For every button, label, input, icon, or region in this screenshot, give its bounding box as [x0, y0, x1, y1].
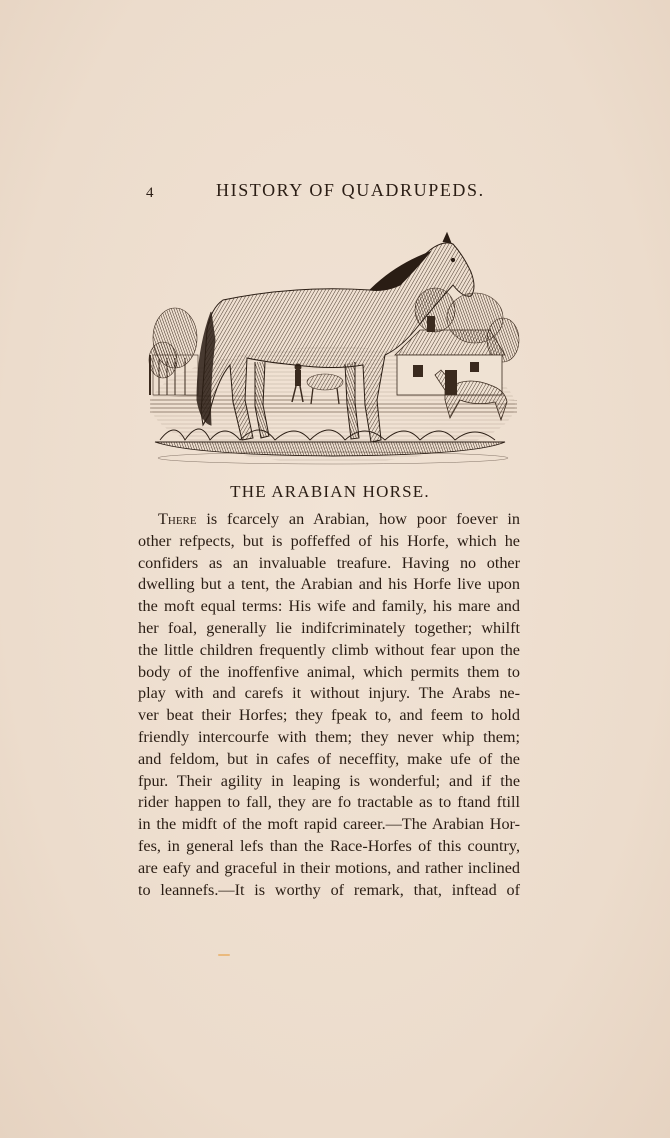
- text-line: are eafy and graceful in their motions, and rather inclined: [138, 858, 520, 877]
- text-line: the moft equal terms: His wife and family, his mare and: [138, 597, 520, 616]
- text-line: fpur. Their agility in leaping is wonderful; and if the: [138, 771, 520, 790]
- text-line: rider happen to fall, they are fo tractable as to ftand ftill: [138, 793, 520, 812]
- page-title: HISTORY OF QUADRUPEDS.: [216, 180, 485, 200]
- text-line: the little children frequently climb without fear upon the: [138, 640, 520, 659]
- illustration-caption: THE ARABIAN HORSE.: [230, 482, 430, 501]
- paper-blemish: [218, 954, 230, 956]
- text-line: other refpects, but is poffeffed of his Horfe, which he: [138, 531, 520, 550]
- text-line: and feldom, but in cafes of neceffity, make ufe of the: [138, 749, 520, 768]
- first-line-rest: is fcarcely an Arabian, how poor foever in: [206, 510, 520, 528]
- text-line: ver beat their Horfes; they fpeak to, and feem to hold: [138, 706, 520, 725]
- text-line: play with and carefs it without injury. The Arabs ne-: [138, 684, 520, 703]
- text-line-first: [138, 509, 520, 531]
- text-line: confiders as an invaluable treafure. Having no other: [138, 553, 520, 572]
- page-number: 4: [146, 185, 154, 201]
- horse-engraving: [145, 230, 520, 475]
- text-line: fes, in general lefs than the Race-Horfes of this country,: [138, 836, 520, 855]
- running-head: [140, 180, 530, 206]
- text-line: in the midft of the moft rapid career.—The Arabian Hor-: [138, 815, 520, 834]
- text-line: body of the inoffenfive animal, which permits them to: [138, 662, 520, 681]
- text-line: friendly intercourfe with them; they never whip them;: [138, 727, 520, 746]
- text-line: her foal, generally lie indifcriminately together; whilft: [138, 618, 520, 637]
- body-text: [138, 509, 520, 901]
- text-line: to leannefs.—It is worthy of remark, that, inftead of: [138, 880, 520, 899]
- drop-word: There: [158, 510, 197, 528]
- text-line: dwelling but a tent, the Arabian and his Horfe live upon: [138, 575, 520, 594]
